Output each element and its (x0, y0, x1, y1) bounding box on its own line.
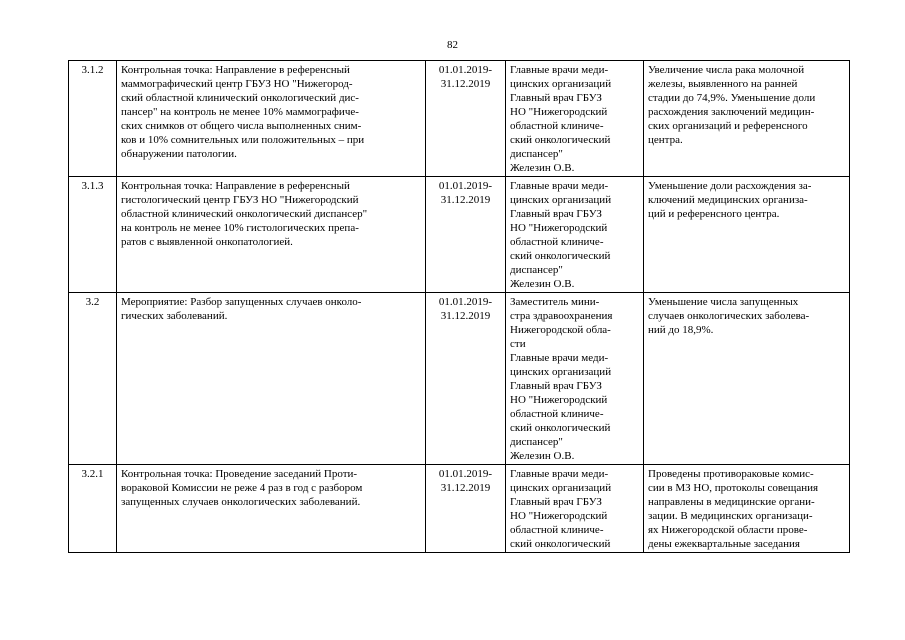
row-result: Уменьшение доли расхождения за- ключений медицинских организа- ций и референсного центра. (644, 177, 850, 293)
row-number: 3.2 (69, 293, 117, 465)
row-dates: 01.01.2019- 31.12.2019 (426, 465, 506, 553)
row-description: Мероприятие: Разбор запущенных случаев онколо- гических заболеваний. (117, 293, 426, 465)
page-number: 82 (447, 39, 458, 51)
table-row (69, 465, 850, 553)
row-number: 3.1.3 (69, 177, 117, 293)
row-dates: 01.01.2019- 31.12.2019 (426, 177, 506, 293)
row-result: Уменьшение числа запущенных случаев онкологических заболева- ний до 18,9%. (644, 293, 850, 465)
row-number: 3.1.2 (69, 61, 117, 177)
table-row (69, 177, 850, 293)
table-row (69, 61, 850, 177)
row-responsible: Заместитель мини- стра здравоохранения Нижегородской обла- сти Главные врачи меди- цинских организаций Главный врач ГБУЗ НО "Нижегородский областной клиниче- ский онкологический диспансер" Железин О.В. (506, 293, 644, 465)
row-responsible: Главные врачи меди- цинских организаций Главный врач ГБУЗ НО "Нижегородский областной клиниче- ский онкологический диспансер" Железин О.В. (506, 177, 644, 293)
row-dates: 01.01.2019- 31.12.2019 (426, 293, 506, 465)
row-responsible: Главные врачи меди- цинских организаций Главный врач ГБУЗ НО "Нижегородский областной клиниче- ский онкологический (506, 465, 644, 553)
row-result: Проведены противораковые комис- сии в МЗ НО, протоколы совещания направлены в медицинские органи- зации. В медицинских организаци- ях Нижегородской области прове- дены ежеквартальные заседания (644, 465, 850, 553)
row-result: Увеличение числа рака молочной железы, выявленного на ранней стадии до 74,9%. Уменьшение доли расхождения заключений медицин- ских организаций и референсного центра. (644, 61, 850, 177)
plan-table (68, 60, 850, 553)
row-description: Контрольная точка: Направление в референсный гистологический центр ГБУЗ НО "Нижегородский областной клинический онкологический диспансер" на контроль не менее 10% гистологических препа- ратов с выявленной онкопатологией. (117, 177, 426, 293)
table-row (69, 293, 850, 465)
row-description: Контрольная точка: Проведение заседаний Проти- вораковой Комиссии не реже 4 раз в год с разбором запущенных случаев онкологических заболеваний. (117, 465, 426, 553)
row-description: Контрольная точка: Направление в референсный маммографический центр ГБУЗ НО "Нижегород- ский областной клинический онкологический дис- пансер" на контроль не менее 10% маммографиче- ских снимков от общего числа выполненных сним- ков и 10% сомнительных или положительных – при обнаружении патологии. (117, 61, 426, 177)
row-dates: 01.01.2019- 31.12.2019 (426, 61, 506, 177)
row-number: 3.2.1 (69, 465, 117, 553)
row-responsible: Главные врачи меди- цинских организаций Главный врач ГБУЗ НО "Нижегородский областной клиниче- ский онкологический диспансер" Железин О.В. (506, 61, 644, 177)
